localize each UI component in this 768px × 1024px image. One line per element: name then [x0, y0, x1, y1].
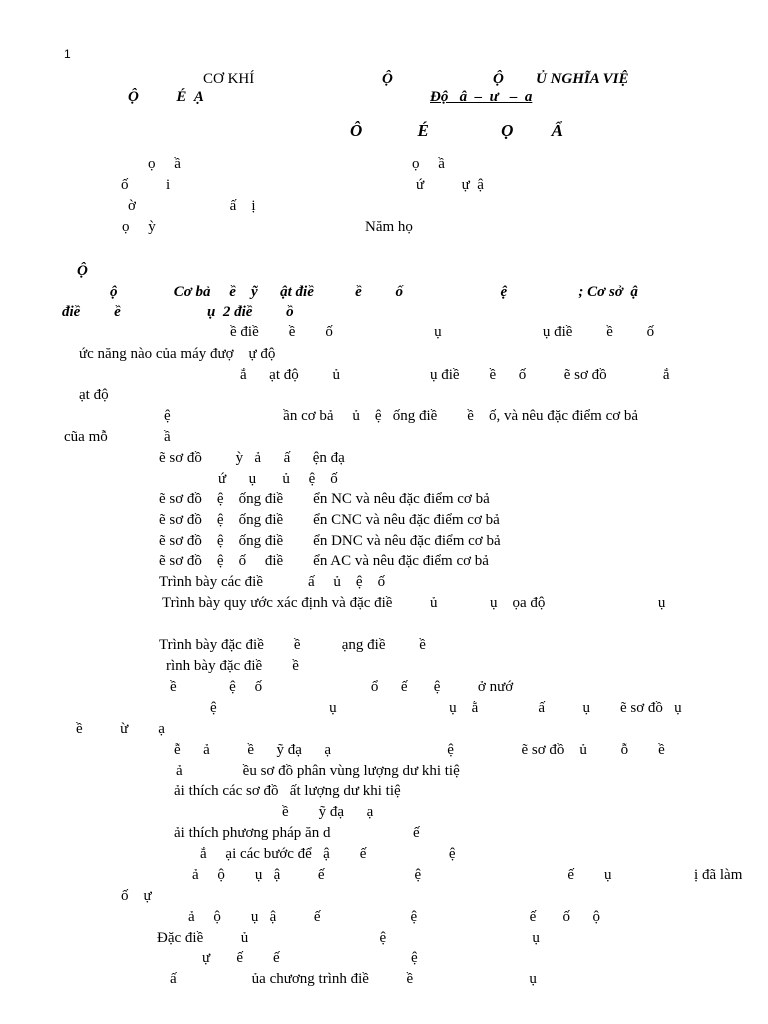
header-country-part-b: Ộ	[493, 71, 504, 87]
body-line: Trình bày quy ước xác định và đặc điề ủ ụ ọa độ ụ	[162, 595, 666, 611]
body-line: ệ ần cơ bả ủ ệ ống điề ề ố, và nêu đặc điểm cơ bả	[164, 408, 639, 424]
body-line: ạt độ	[79, 387, 109, 403]
info-left-4: ọ ỳ	[122, 219, 156, 235]
section-mark: Ộ	[77, 263, 88, 279]
info-right-1: ọ ầ	[412, 156, 445, 172]
body-line: ề ừ ạ	[76, 721, 165, 737]
info-right-2: ứ ự ậ	[416, 177, 484, 193]
body-line: ắ ạt độ ủ ụ điề ề ố ẽ sơ đồ ắ	[240, 367, 670, 383]
body-line: ức năng nào của máy đượ ự độ	[79, 346, 276, 362]
body-line: ẽ sơ đồ ỳ ả ấ ện đạ	[159, 450, 345, 466]
body-line: cũa mỗ ầ	[64, 429, 171, 445]
body-line: ải thích các sơ đồ ất lượng dư khi tiệ	[174, 783, 401, 799]
page-number: 1	[64, 47, 71, 61]
header-country-part-a: Ộ	[382, 71, 393, 87]
body-line: ề điề ề ố ụ ụ điề ề ố	[230, 324, 655, 340]
body-line: ệ ụ ụ ằ ấ ụ ẽ sơ đồ ụ	[210, 700, 682, 716]
body-line: ẽ sơ đồ ệ ống điề ển CNC và nêu đặc điểm cơ bả	[159, 512, 500, 528]
body-line: ự ế ế ệ	[202, 950, 418, 966]
body-line: Đặc điề ủ ệ ụ	[157, 930, 540, 946]
info-right-4: Năm họ	[365, 219, 413, 235]
info-left-1: ọ ầ	[148, 156, 181, 172]
body-line: ề ệ ố ổ ế ệ ở nướ	[170, 679, 514, 695]
body-line: ẽ sơ đồ ệ ống điề ển DNC và nêu đặc điểm cơ bả	[159, 533, 501, 549]
body-line: ả ều sơ đồ phân vùng lượng dư khi tiệ	[176, 763, 460, 779]
section-heading-line-2: điề ề ụ 2 điề ồ	[62, 304, 294, 320]
body-line: ề ỹ đạ ạ	[282, 804, 374, 820]
body-line: ẽ sơ đồ ệ ống điề ển NC và nêu đặc điểm cơ bả	[159, 491, 490, 507]
body-line: ố ự	[121, 888, 152, 904]
info-left-3: ờ ấ ị	[128, 198, 256, 214]
body-line: ứ ụ ủ ệ ố	[218, 471, 338, 487]
section-heading-line-1: ộ Cơ bả ề ỹ ật điề ề ố ệ ; Cơ sở ậ	[110, 284, 638, 300]
info-left-2: ố i	[121, 177, 171, 193]
body-line: ải thích phương pháp ăn d ế	[174, 825, 420, 841]
body-line: Trình bày các điề ấ ủ ệ ố	[159, 574, 386, 590]
body-line: Trình bày đặc điề ề ạng điề ề	[159, 637, 426, 653]
body-line: ấ ủa chương trình điề ề ụ	[170, 971, 537, 987]
body-line: ẽ sơ đồ ệ ố điề ển AC và nêu đặc điểm cơ bả	[159, 553, 489, 569]
body-line: ả ộ ụ ậ ế ệ ế ụ ị đã làm	[192, 867, 743, 883]
page-title: Ô É Ọ Ẩ	[350, 121, 563, 140]
body-line: ả ộ ụ ậ ế ệ ế ố ộ	[188, 909, 601, 925]
header-faculty: Ộ É Ạ	[128, 89, 204, 105]
header-country-name: Ủ NGHĨA VIỆ	[536, 71, 629, 87]
body-line: ễ ả ề ỹ đạ ạ ệ ẽ sơ đồ ủ ỗ ề	[174, 742, 665, 758]
body-line: rình bày đặc điề ề	[166, 658, 299, 674]
header-motto: Độ â – ư – a	[430, 89, 533, 105]
header-school-name: CƠ KHÍ	[203, 71, 255, 87]
body-line: ắ ại các bước để ậ ế ệ	[200, 846, 456, 862]
